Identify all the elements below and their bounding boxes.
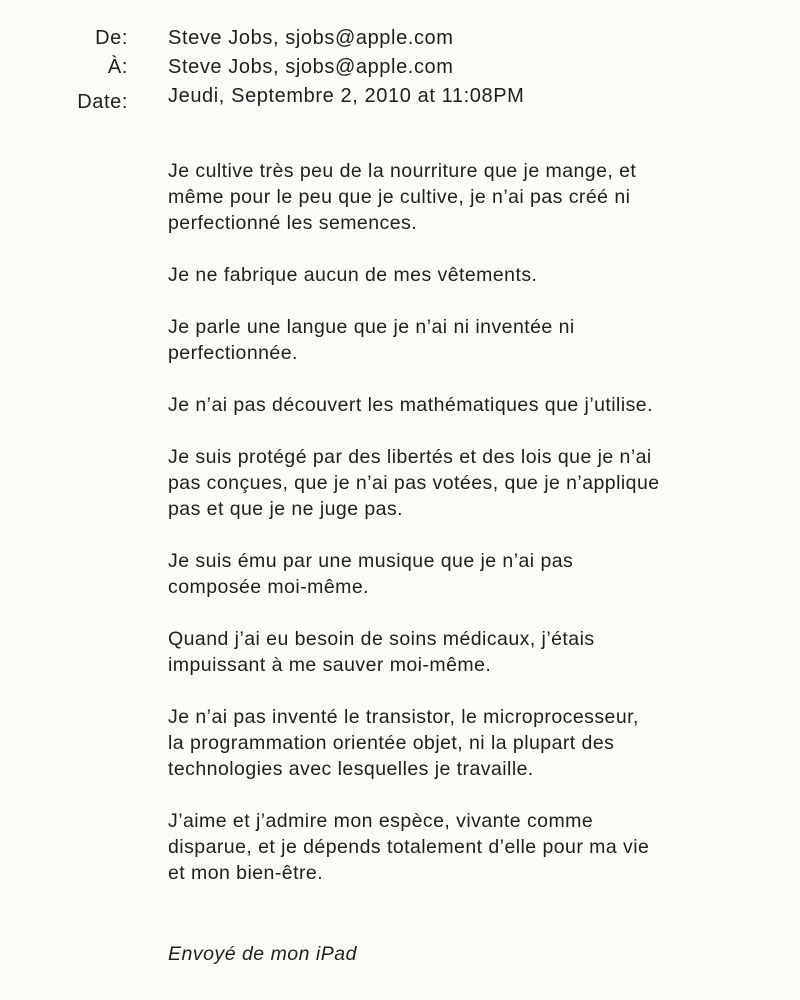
email-body [168,158,768,912]
body-paragraph: Je ne fabrique aucun de mes vêtements. [168,264,538,286]
date-row [0,82,800,111]
body-paragraph: Quand j’ai eu besoin de soins médicaux, j’étais impuissant à me sauver moi-même. [168,628,595,676]
body-paragraph: Je n’ai pas découvert les mathématiques que j’utilise. [168,394,653,416]
body-paragraph: J’aime et j’admire mon espèce, vivante comme disparue, et je dépends totalement d’elle pour ma vie et mon bien-être. [168,810,650,884]
email-header [0,24,800,111]
to-row [0,53,800,82]
body-paragraph: Je suis ému par une musique que je n’ai pas composée moi-même. [168,550,574,598]
date-label: Date: [77,91,128,113]
to-value: Steve Jobs, sjobs@apple.com [168,56,454,78]
body-paragraph: Je n’ai pas inventé le transistor, le microprocesseur, la programmation orientée objet, ni la plupart des technologies avec lesquelles je travaille. [168,706,639,780]
from-label: De: [95,27,128,49]
body-paragraph: Je suis protégé par des libertés et des lois que je n’ai pas conçues, que je n’ai pas votées, que je n’applique pas et que je ne juge pas. [168,446,660,520]
from-value: Steve Jobs, sjobs@apple.com [168,27,454,49]
to-label: À: [107,56,128,78]
date-value: Jeudi, Septembre 2, 2010 at 11:08PM [168,85,525,107]
body-paragraph: Je cultive très peu de la nourriture que je mange, et même pour le peu que je cultive, je n’ai pas créé ni perfectionné les semences. [168,160,637,234]
body-paragraph: Je parle une langue que je n’ai ni inventée ni perfectionnée. [168,316,575,364]
from-row [0,24,800,53]
signature: Envoyé de mon iPad [168,943,357,965]
